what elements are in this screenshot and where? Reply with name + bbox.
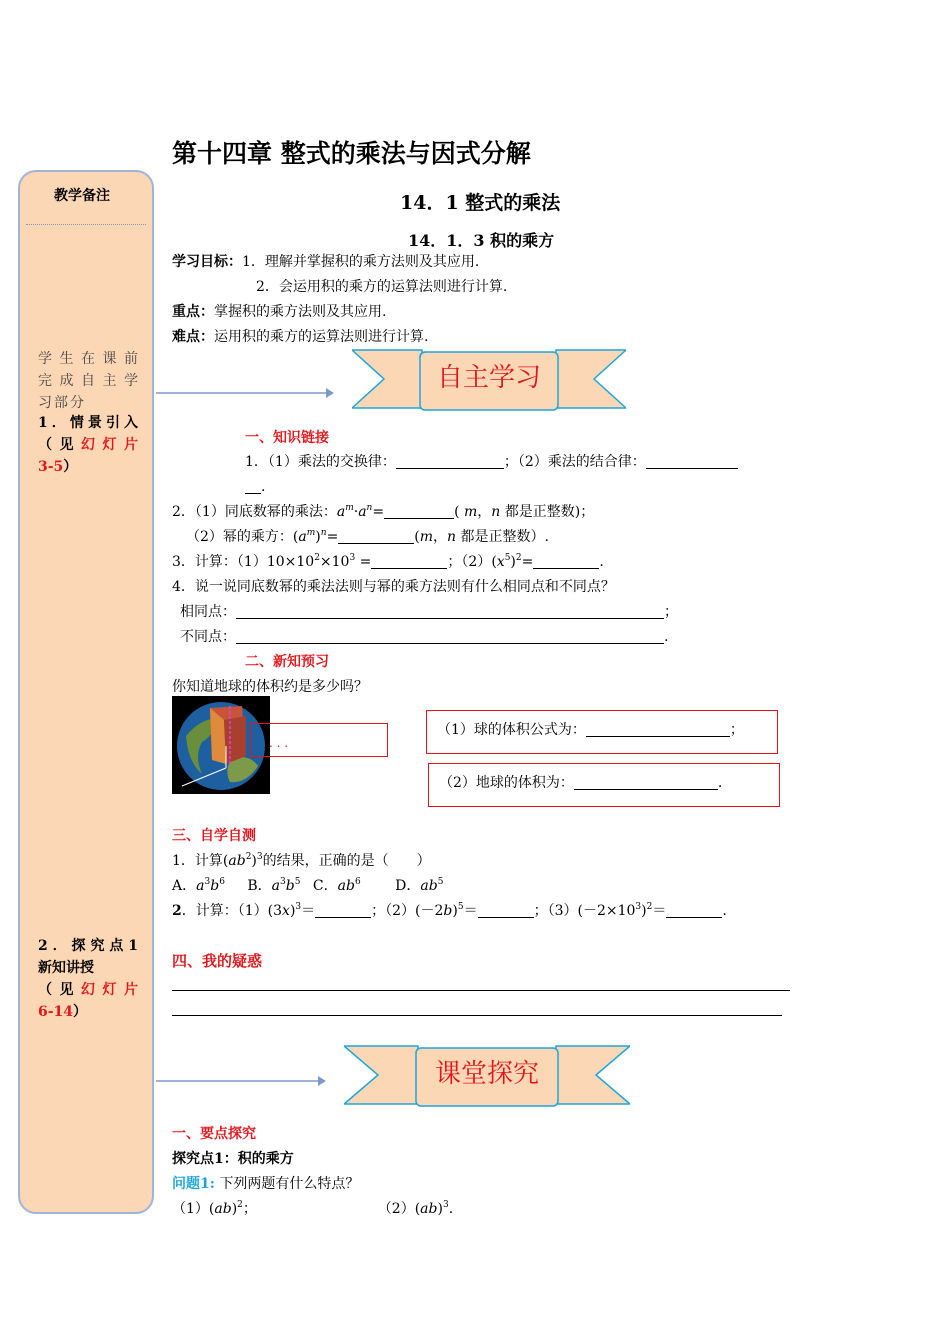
part1-q1-end: . [245,477,265,497]
part1-q3: 3．计算：$(1)10\times 10^2\times 10^3$ = ；$(2)(x^5)^2=$ . [172,553,604,570]
section-title: 14．1 整式的乘法 [400,192,561,214]
part2-question: 你知道地球的体积约是多少吗？ [172,679,368,695]
learning-goals: 学习目标：1．理解并掌握积的乘方法则及其应用. [172,254,480,270]
explore-point-title: 探究点1：积的乘方 [172,1151,294,1167]
question-1: 问题1: 下列两题有什么特点？ [172,1176,360,1192]
self-study-banner [352,348,626,414]
part1-q4: 4．说一说同底数幂的乘法法则与幂的乘方法则有什么相同点和不同点？ [172,579,615,595]
sphere-volume-formula-box: （1）球的体积公式为： ； [426,710,778,754]
chapter-title: 第十四章 整式的乘法与因式分解 [172,139,531,168]
part4-heading: 四、我的疑惑 [172,952,263,970]
part1-same: 相同点： ； [180,604,678,620]
part1-heading: 一、知识链接 [245,430,329,446]
arrow-to-self-study [156,386,336,400]
sidebar-header: 教学备注 [54,188,110,204]
part1-q2a: 2．（1）同底数幂的乘法：$a^m\cdot a^n=$ ( m，n 都是正整数)； [172,503,595,520]
earth-callout-dots: . . . [269,736,289,750]
part1-q2b: （2）幂的乘方：$(a^m)^n= (m$，n 都是正整数）. [186,528,549,545]
difficult-point: 难点：运用积的乘方的运算法则进行计算. [172,329,429,345]
doubt-line-2 [172,1015,782,1016]
sidebar-note-intro: 1．情景引入 （见幻灯片 3-5） [38,415,138,475]
sidebar-divider [26,224,146,225]
teaching-notes-sidebar [18,170,154,1214]
sidebar-note-preclass: 学生在课前 完成自主学 习部分 [38,351,138,411]
part1-diff: 不同点： . [180,629,669,645]
part3-q1-options: A．$a^3b^6$ B．$a^3b^5$ C．$ab^6$ D．$ab^5$ [172,877,444,894]
class-heading: 一、要点探究 [172,1126,256,1142]
part1-q1: 1．（1）乘法的交换律： ；（2）乘法的结合律： [245,452,738,472]
part3-q2: 2．计算：$(1)(3x)^3=$ ；$(2)(-2b)^5=$ ；$(3)(-2\times 10^3)^2=$ . [172,902,727,919]
key-point: 重点：掌握积的乘方法则及其应用. [172,304,387,320]
learning-goal-2: 2．会运用积的乘方的运算法则进行计算. [256,279,508,295]
question-1-items: （1）(ab)$^2$； （2）(ab)$^3$. [172,1200,454,1217]
sidebar-note-explore: 2．探究点1 新知讲授 （见幻灯片 6-14） [38,938,138,1020]
self-study-banner-label: 自主学习 [436,363,541,393]
part3-q1: 1．计算$(ab^2)^3$的结果，正确的是（ ） [172,852,431,869]
earth-callout-box [250,723,388,757]
arrow-to-class-explore [156,1074,328,1088]
subsection-title: 14．1．3 积的乘方 [408,231,555,250]
doubt-line-1 [172,990,790,991]
class-explore-banner-label: 课堂探究 [434,1059,539,1089]
class-explore-banner [344,1044,630,1110]
earth-volume-box: （2）地球的体积为： . [428,763,780,807]
part2-heading: 二、新知预习 [245,654,329,670]
part3-heading: 三、自学自测 [172,828,256,844]
